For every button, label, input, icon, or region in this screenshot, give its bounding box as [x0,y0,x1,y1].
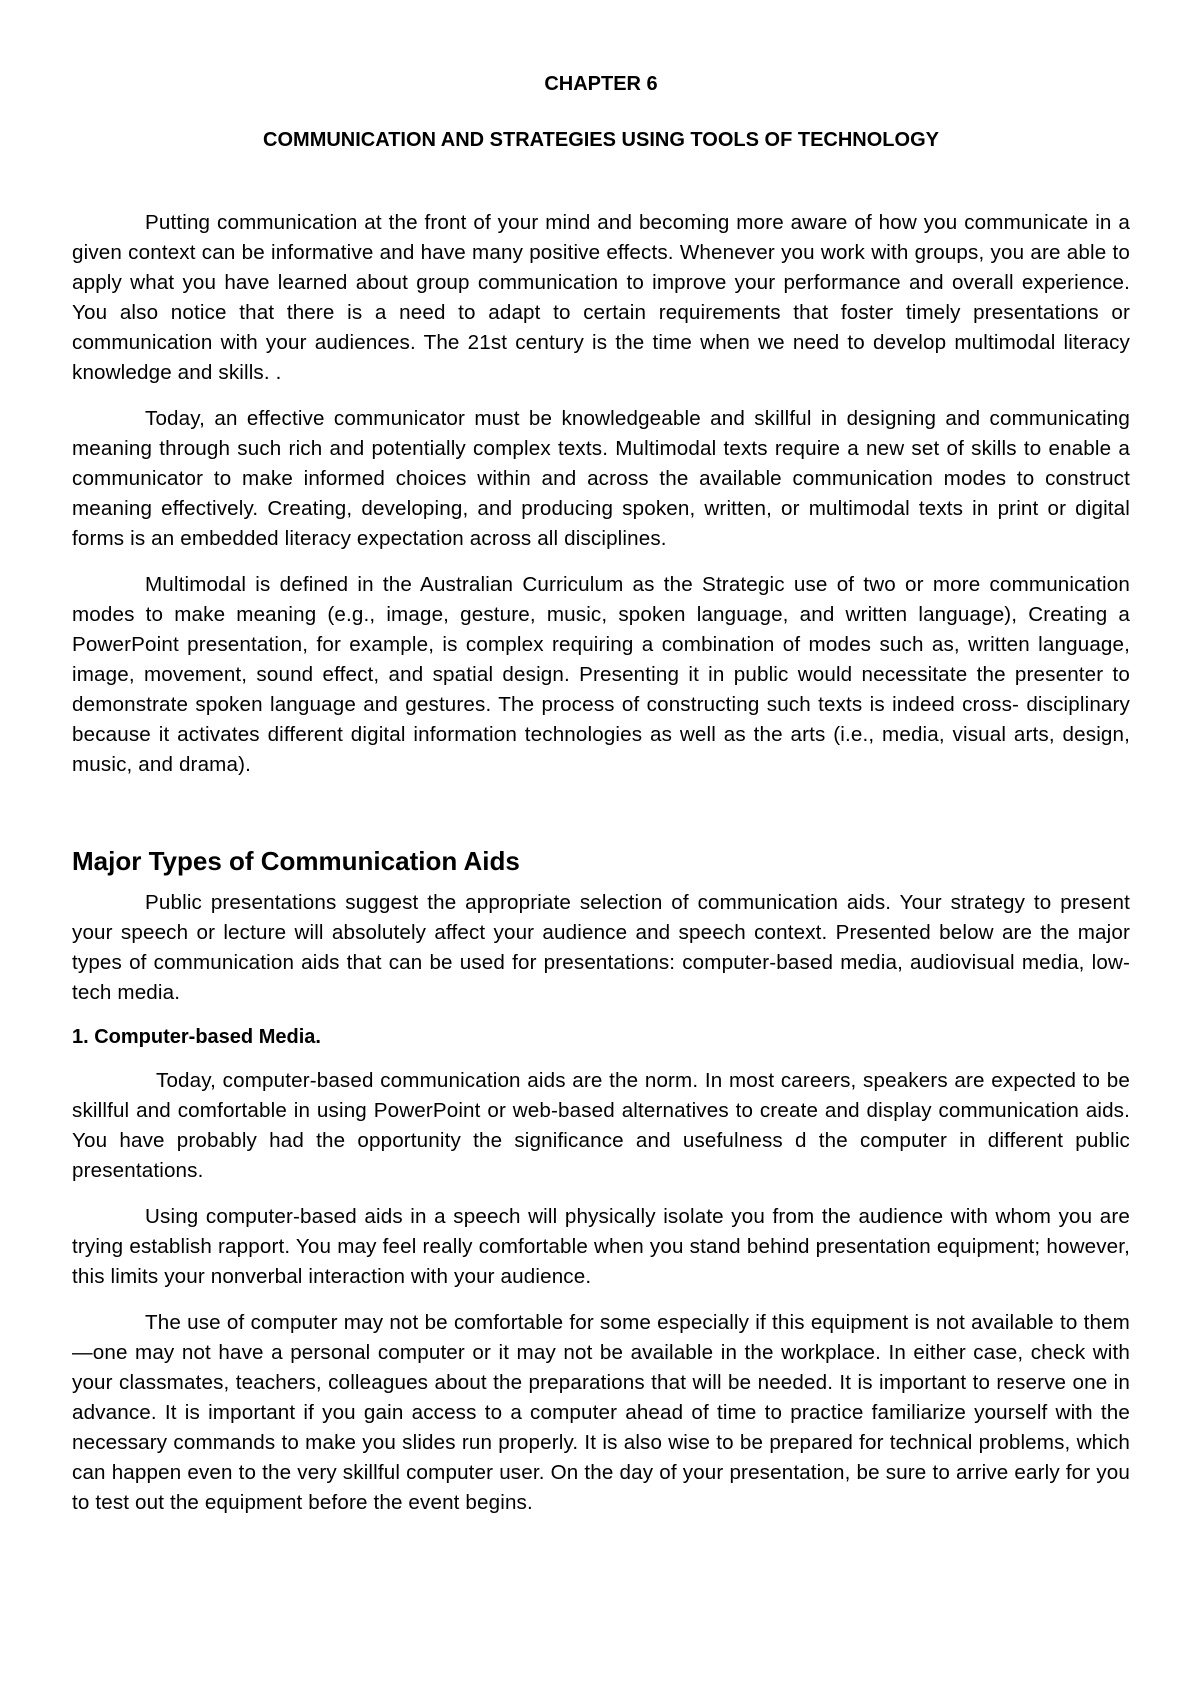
subsection-paragraph: Today, computer-based communication aids are the norm. In most careers, speakers are expected to be skillful and comfortable in using PowerPoint or web-based alternatives to create and display communication aids. You have probably had the opportunity the significance and usefulness d the computer in different public presentations. [72,1069,1130,1182]
intro-paragraph: Today, an effective communicator must be knowledgeable and skillful in designing and communicating meaning through such rich and potentially complex texts. Multimodal texts require a new set of skills to enable a communicator to make informed choices within and across the available communication modes to construct meaning effectively. Creating, developing, and producing spoken, written, or multimodal texts in print or digital forms is an embedded literacy expectation across all disciplines. [72,407,1130,550]
intro-paragraph: Multimodal is defined in the Australian Curriculum as the Strategic use of two or more communication modes to make meaning (e.g., image, gesture, music, spoken language, and written language), Creating a PowerPoint presentation, for example, is complex requiring a combination of modes such as, written language, image, movement, sound effect, and spatial design. Presenting it in public would necessitate the presenter to demonstrate spoken language and gestures. The process of constructing such texts is indeed cross- disciplinary because it activates different digital information technologies as well as the arts (i.e., media, visual arts, design, music, and drama). [72,573,1130,776]
subsection-paragraph: The use of computer may not be comfortable for some especially if this equipment is not available to them—one may not have a personal computer or it may not be available in the workplace. In either case, check with your classmates, teachers, colleagues about the preparations that will be needed. It is important to reserve one in advance. It is important if you gain access to a computer ahead of time to practice familiarize yourself with the necessary commands to make you slides run properly. It is also wise to be prepared for technical problems, which can happen even to the very skillful computer user. On the day of your presentation, be sure to arrive early for you to test out the equipment before the event begins. [72,1311,1130,1514]
section-paragraph: Public presentations suggest the appropriate selection of communication aids. Your strategy to present your speech or lecture will absolutely affect your audience and speech context. Presented below are the major types of communication aids that can be used for presentations: computer-based media, audiovisual media, low-tech media. [72,891,1130,1004]
subsection-heading: 1. Computer-based Media. [72,1026,321,1048]
chapter-label: CHAPTER 6 [544,73,658,95]
subsection-paragraph: Using computer-based aids in a speech will physically isolate you from the audience with whom you are trying establish rapport. You may feel really comfortable when you stand behind presentation equipment; however, this limits your nonverbal interaction with your audience. [72,1205,1130,1288]
document-page [72,72,1130,1534]
intro-paragraph: Putting communication at the front of your mind and becoming more aware of how you communicate in a given context can be informative and have many positive effects. Whenever you work with groups, you are able to apply what you have learned about group communication to improve your performance and overall experience. You also notice that there is a need to adapt to certain requirements that foster timely presentations or communication with your audiences. The 21st century is the time when we need to develop multimodal literacy knowledge and skills. . [72,211,1130,384]
section-heading: Major Types of Communication Aids [72,846,520,876]
document-title: COMMUNICATION AND STRATEGIES USING TOOLS OF TECHNOLOGY [263,129,939,151]
